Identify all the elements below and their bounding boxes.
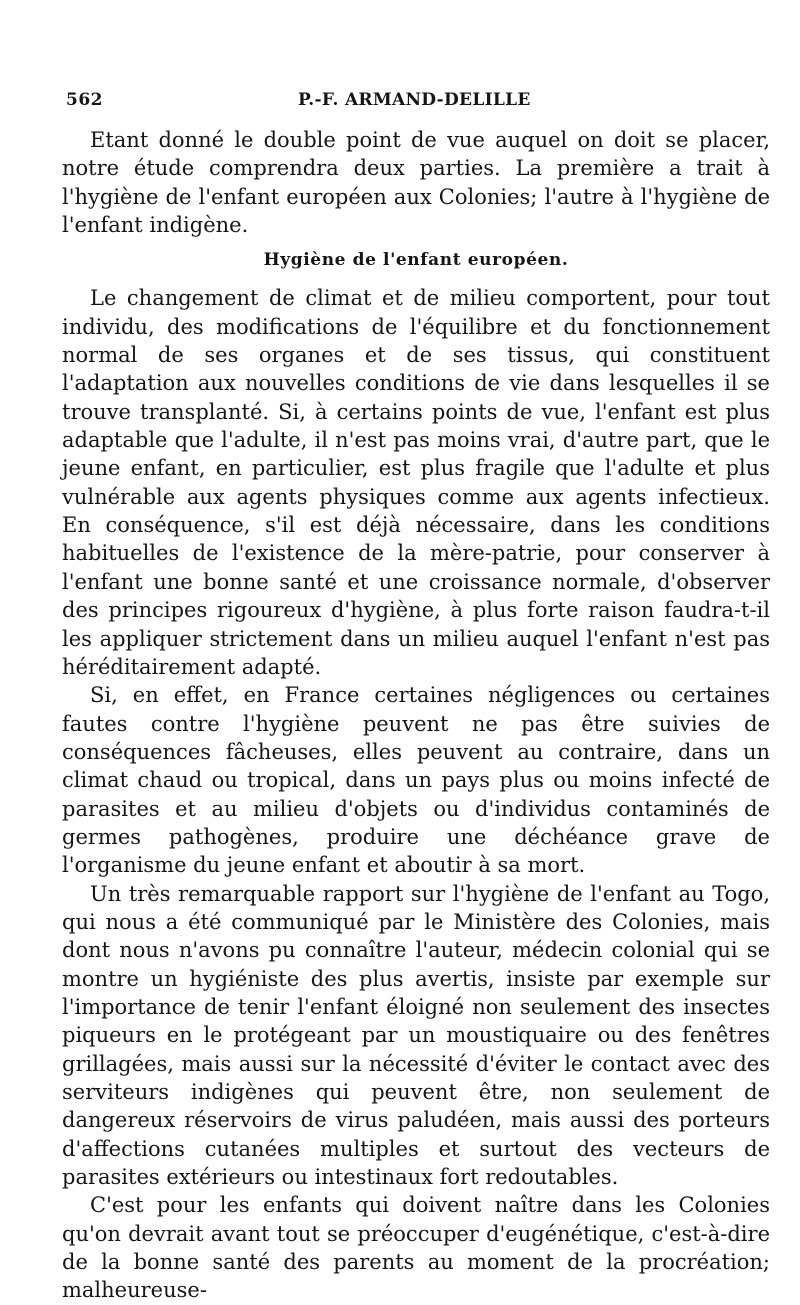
paragraph-2: Si, en effet, en France certaines négligences ou certaines fautes contre l'hygiène peuvent ne pas être suivies de conséquences fâcheuses, elles peuvent au contraire, dans un climat chaud ou tropical, dans un pays plus ou moins infecté de parasites et au milieu d'objets ou d'individus contaminés de germes pathogènes, produire une déchéance grave de l'organisme du jeune enfant et aboutir à sa mort.	[62, 683, 770, 878]
section-heading: Hygiène de l'enfant européen.	[263, 250, 569, 271]
paragraph-intro: Etant donné le double point de vue auquel on doit se placer, notre étude comprendra deux parties. La première a trait à l'hygiène de l'enfant européen aux Colonies; l'autre à l'hygiène de l'enfant indigène.	[62, 128, 770, 238]
paragraph-4: C'est pour les enfants qui doivent naître dans les Colonies qu'on devrait avant tout se préoccuper d'eugénétique, c'est-à-dire de la bonne santé des parents au moment de la procréation; malheureuse-	[62, 1193, 770, 1303]
page-number: 562	[66, 90, 103, 110]
body-text	[62, 126, 770, 1305]
page-header	[66, 90, 766, 114]
paragraph-1: Le changement de climat et de milieu comportent, pour tout individu, des modifications de l'équilibre et du fonctionnement normal de ses organes et de ses tissus, qui constituent l'adaptation aux nouvelles conditions de vie dans lesquelles il se trouve transplanté. Si, à certains points de vue, l'enfant est plus adaptable que l'adulte, il n'est pas moins vrai, d'autre part, que le jeune enfant, en particulier, est plus fragile que l'adulte et plus vulnérable aux agents physiques comme aux agents infectieux. En conséquence, s'il est déjà nécessaire, dans les conditions habituelles de l'existence de la mère-patrie, pour conserver à l'enfant une bonne santé et une croissance normale, d'observer des principes rigoureux d'hygiène, à plus forte raison faudra-t-il les appliquer strictement dans un milieu auquel l'enfant n'est pas héréditairement adapté.	[62, 286, 770, 679]
paragraph-3: Un très remarquable rapport sur l'hygiène de l'enfant au Togo, qui nous a été communiqué par le Ministère des Colonies, mais dont nous n'avons pu connaître l'auteur, médecin colonial qui se montre un hygiéniste des plus avertis, insiste par exemple sur l'importance de tenir l'enfant éloigné non seulement des insectes piqueurs en le protégeant par un moustiquaire ou des fenêtres grillagées, mais aussi sur la nécessité d'éviter le contact avec des serviteurs indigènes qui peuvent être, non seulement de dangereux réservoirs de virus paludéen, mais aussi des porteurs d'affections cutanées multiples et surtout des vecteurs de parasites extérieurs ou intestinaux fort redoutables.	[62, 881, 770, 1190]
running-head: P.-F. ARMAND-DELILLE	[298, 90, 531, 110]
